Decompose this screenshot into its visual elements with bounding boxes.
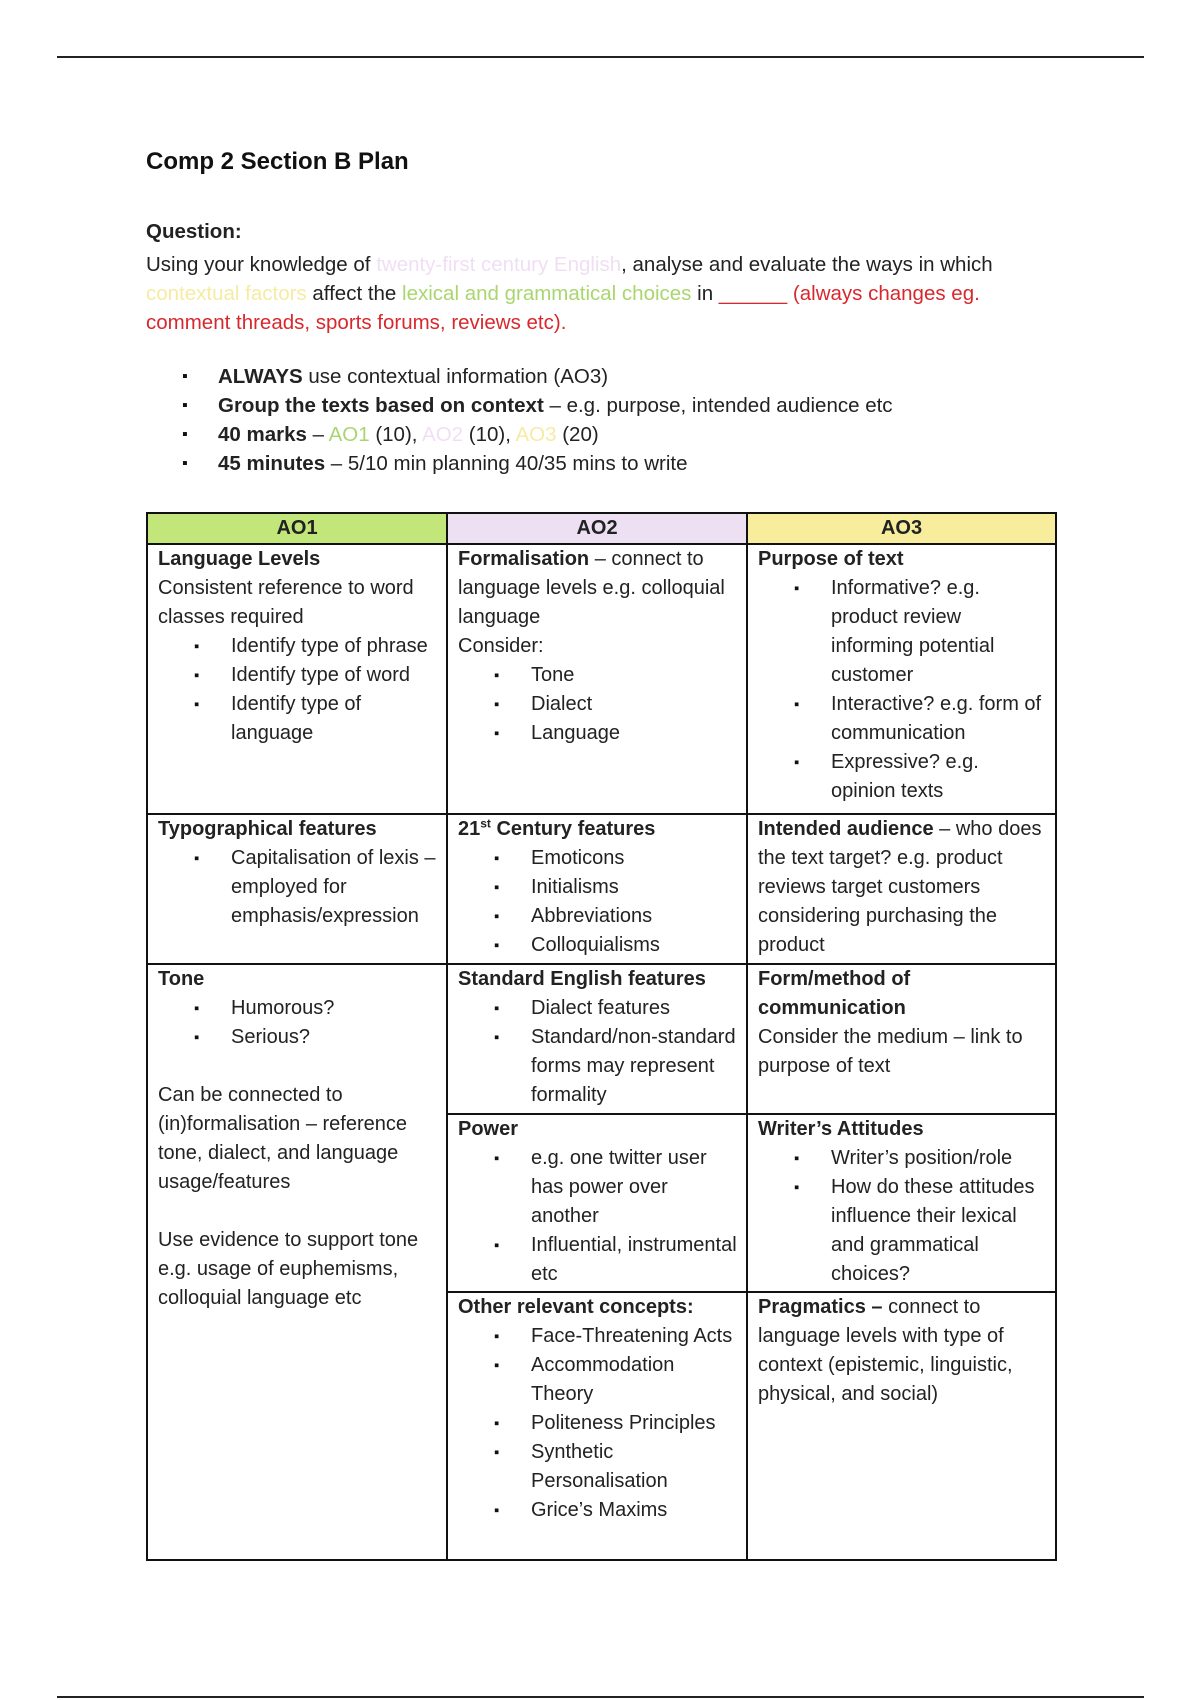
list-item: ▪ Writer’s position/role bbox=[758, 1144, 1047, 1173]
question-note: (always changes eg. comment threads, sports forums, reviews etc) bbox=[146, 282, 980, 334]
list-item: ▪ Synthetic Personalisation bbox=[458, 1438, 738, 1496]
cell-pragmatics: Pragmatics – connect to language levels with type of context (epistemic, linguistic, physical, and social) bbox=[747, 1292, 1056, 1560]
list-item: ▪ Tone bbox=[458, 661, 738, 690]
list-item: ▪ ALWAYS use contextual information (AO3) bbox=[182, 362, 893, 391]
list-item: ▪ Identify type of word bbox=[158, 661, 438, 690]
list-item: ▪ Face-Threatening Acts bbox=[458, 1322, 738, 1351]
list-item: ▪ Informative? e.g. product review informing potential customer bbox=[758, 574, 1047, 690]
list-item: ▪ Politeness Principles bbox=[458, 1409, 738, 1438]
cell-form-method: Form/method of communication Consider the medium – link to purpose of text bbox=[747, 964, 1056, 1114]
plan-table bbox=[146, 512, 1057, 1561]
list-item: ▪ Serious? bbox=[158, 1023, 438, 1052]
cell-21st-century: 21st Century features ▪ Emoticons ▪ Initialisms ▪ Abbreviations ▪ Colloquialisms bbox=[447, 814, 747, 964]
ao2-label: AO2 bbox=[422, 423, 464, 446]
list-item: ▪ 45 minutes – 5/10 min planning 40/35 mins to write bbox=[182, 449, 893, 478]
ao3-label: AO3 bbox=[515, 423, 557, 446]
highlight-contextual-factors: contextual factors bbox=[146, 282, 307, 305]
list-item: ▪ Grice’s Maxims bbox=[458, 1496, 738, 1525]
cell-language-levels: Language Levels Consistent reference to word classes required ▪ Identify type of phrase ▪ Identify type of word ▪ Identify type of language bbox=[147, 544, 447, 814]
top-divider bbox=[57, 56, 1144, 58]
cell-tone: Tone ▪ Humorous? ▪ Serious? Can be connected to (in)formalisation – reference tone, dialect, and language usage/features Use evidence to support tone e.g. usage of euphemisms, colloquial language etc bbox=[147, 964, 447, 1560]
list-item: ▪ Initialisms bbox=[458, 873, 738, 902]
list-item: ▪ Group the texts based on context – e.g. purpose, intended audience etc bbox=[182, 391, 893, 420]
question-block bbox=[146, 217, 1046, 337]
list-item: ▪ Colloquialisms bbox=[458, 931, 738, 960]
table-row bbox=[147, 544, 1056, 814]
header-ao1: AO1 bbox=[147, 513, 447, 544]
cell-formalisation: Formalisation – connect to language levels e.g. colloquial language Consider: ▪ Tone ▪ Dialect ▪ Language bbox=[447, 544, 747, 814]
list-item: ▪ How do these attitudes influence their lexical and grammatical choices? bbox=[758, 1173, 1047, 1289]
question-text: Using your knowledge of twenty-first century English, analyse and evaluate the ways in which contextual factors affect the lexical and grammatical choices in ______ (always changes eg. comment threads, sports forums, reviews etc). bbox=[146, 253, 993, 334]
list-item: ▪ Humorous? bbox=[158, 994, 438, 1023]
list-item: ▪ Standard/non-standard forms may represent formality bbox=[458, 1023, 738, 1110]
highlight-lexical-grammatical: lexical and grammatical choices bbox=[402, 282, 692, 305]
list-item: ▪ Dialect features bbox=[458, 994, 738, 1023]
list-item: ▪ Identify type of phrase bbox=[158, 632, 438, 661]
cell-typographical: Typographical features ▪ Capitalisation of lexis – employed for emphasis/expression bbox=[147, 814, 447, 964]
header-ao3: AO3 bbox=[747, 513, 1056, 544]
header-ao2: AO2 bbox=[447, 513, 747, 544]
page-title: Comp 2 Section B Plan bbox=[146, 148, 409, 175]
bottom-divider bbox=[57, 1696, 1144, 1698]
list-item: ▪ Identify type of language bbox=[158, 690, 438, 748]
list-item: ▪ Language bbox=[458, 719, 738, 748]
list-item: ▪ Expressive? e.g. opinion texts bbox=[758, 748, 1047, 806]
question-label: Question: bbox=[146, 220, 242, 243]
table-row bbox=[147, 814, 1056, 964]
table-header-row bbox=[147, 513, 1056, 544]
cell-purpose: Purpose of text ▪ Informative? e.g. product review informing potential customer ▪ Interactive? e.g. form of communication ▪ Expressive? e.g. opinion texts bbox=[747, 544, 1056, 814]
list-item: ▪ e.g. one twitter user has power over another bbox=[458, 1144, 738, 1231]
list-item: ▪ Dialect bbox=[458, 690, 738, 719]
cell-standard-english: Standard English features ▪ Dialect features ▪ Standard/non-standard forms may represent formality bbox=[447, 964, 747, 1114]
list-item: ▪ Interactive? e.g. form of communication bbox=[758, 690, 1047, 748]
list-item: ▪ Abbreviations bbox=[458, 902, 738, 931]
list-item: ▪ Accommodation Theory bbox=[458, 1351, 738, 1409]
highlight-twenty-first-century: twenty-first century English bbox=[376, 253, 622, 276]
cell-other-concepts: Other relevant concepts: ▪ Face-Threatening Acts ▪ Accommodation Theory ▪ Politeness Principles ▪ Synthetic Personalisation ▪ Grice’s Maxims bbox=[447, 1292, 747, 1560]
ao1-label: AO1 bbox=[328, 423, 370, 446]
list-item: ▪ Emoticons bbox=[458, 844, 738, 873]
table-row bbox=[147, 964, 1056, 1114]
cell-writers-attitudes: Writer’s Attitudes ▪ Writer’s position/role ▪ How do these attitudes influence their lexical and grammatical choices? bbox=[747, 1114, 1056, 1292]
key-points-list bbox=[182, 362, 893, 478]
list-item: ▪ Capitalisation of lexis – employed for emphasis/expression bbox=[158, 844, 438, 931]
list-item: ▪ 40 marks – AO1 (10), AO2 (10), AO3 (20) bbox=[182, 420, 893, 449]
cell-power: Power ▪ e.g. one twitter user has power over another ▪ Influential, instrumental etc bbox=[447, 1114, 747, 1292]
list-item: ▪ Influential, instrumental etc bbox=[458, 1231, 738, 1289]
question-blank: ______ bbox=[718, 282, 788, 305]
cell-intended-audience: Intended audience – who does the text target? e.g. product reviews target customers considering purchasing the product bbox=[747, 814, 1056, 964]
